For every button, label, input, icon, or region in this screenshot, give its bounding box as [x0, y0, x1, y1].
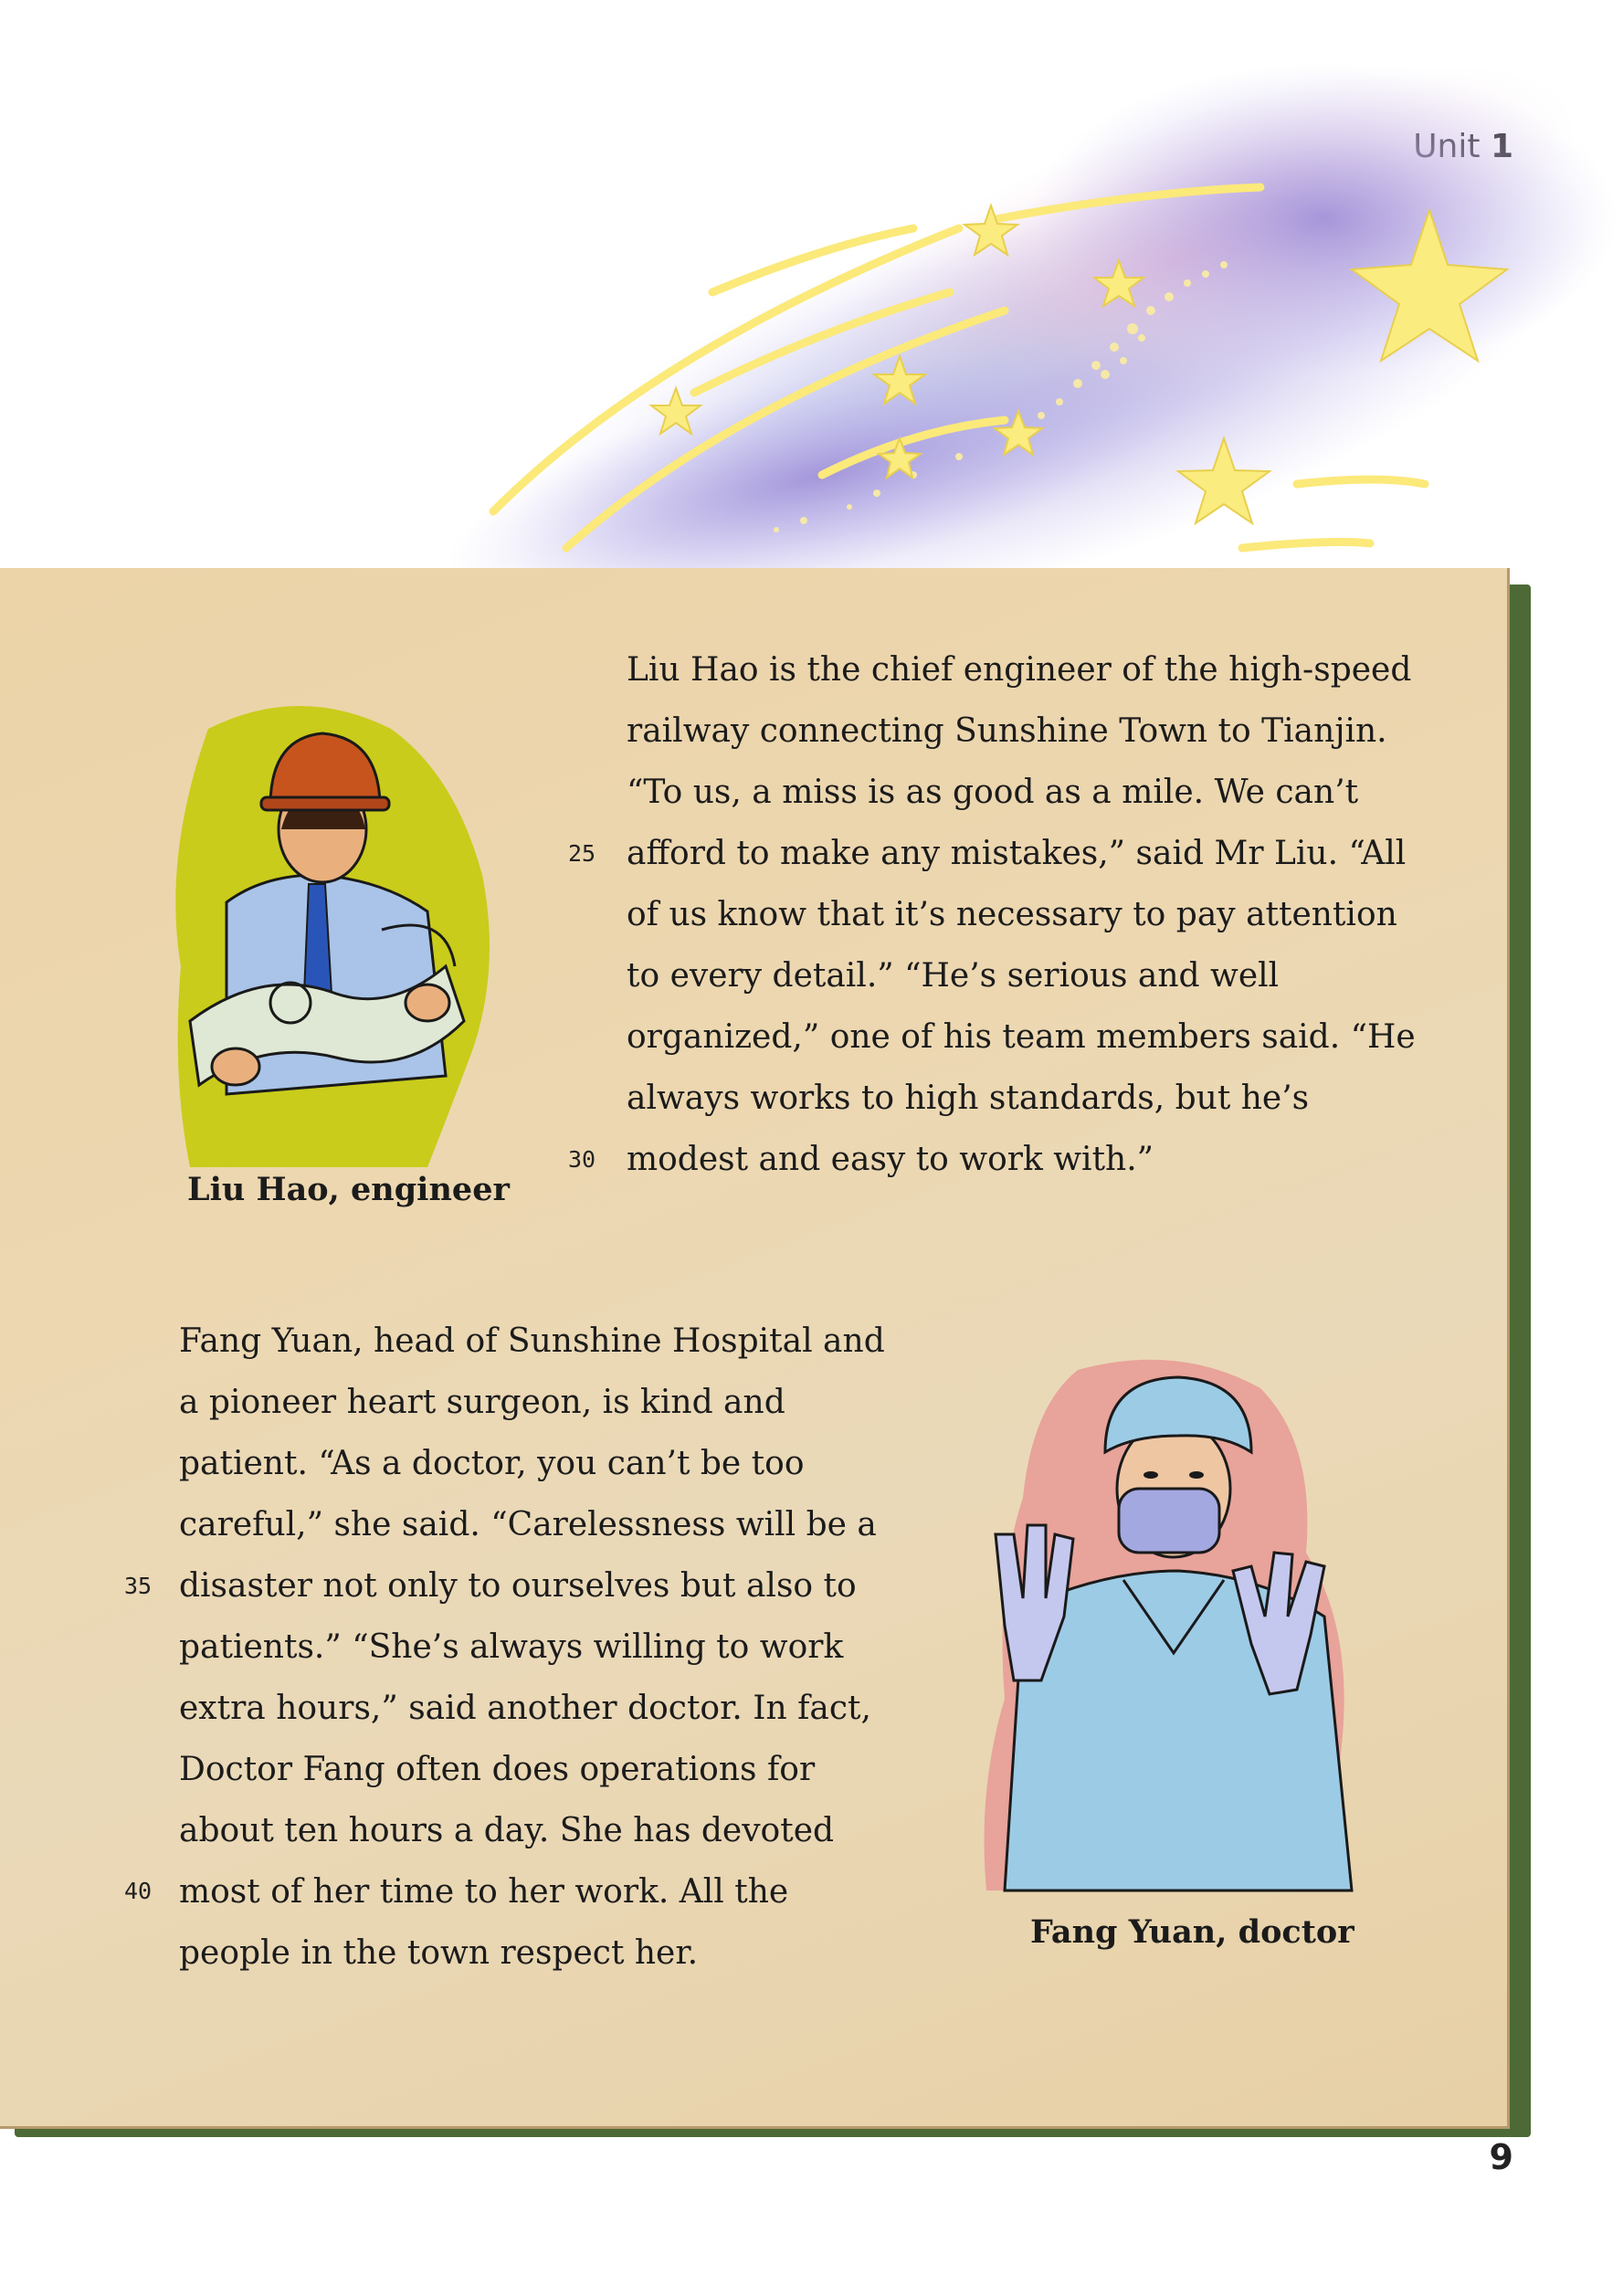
paragraph-line: about ten hours a day. She has devoted [179, 1812, 835, 1849]
paragraph-line: to every detail.” “He’s serious and well [627, 957, 1280, 995]
paragraph-line: patients.” “She’s always willing to work [179, 1628, 844, 1666]
page-number: 9 [1489, 2137, 1513, 2177]
line-number-25: 25 [568, 840, 596, 867]
paragraph-line: Fang Yuan, head of Sunshine Hospital and [179, 1322, 885, 1360]
paragraph-line: most of her time to her work. All the [179, 1873, 789, 1911]
line-number-30: 30 [568, 1146, 596, 1173]
line-number-40: 40 [124, 1878, 153, 1904]
shooting-stars-illustration [0, 0, 1623, 639]
engineer-paragraph [627, 639, 1416, 1190]
paragraph-line: extra hours,” said another doctor. In fact, [179, 1690, 871, 1727]
paragraph-line: always works to high standards, but he’s [627, 1080, 1310, 1117]
engineer-with-blueprint-illustration [153, 692, 537, 1176]
paragraph-line: “To us, a miss is as good as a mile. We can’t [627, 774, 1359, 811]
paragraph-line: Doctor Fang often does operations for [179, 1751, 816, 1788]
line-number-35: 35 [124, 1573, 153, 1599]
engineer-caption: Liu Hao, engineer [187, 1171, 510, 1208]
paragraph-line: of us know that it’s necessary to pay attention [627, 896, 1397, 933]
doctor-paragraph [179, 1311, 885, 1984]
paragraph-line: organized,” one of his team members said. “He [627, 1018, 1416, 1056]
paragraph-line: disaster not only to ourselves but also to [179, 1567, 857, 1605]
paragraph-line: railway connecting Sunshine Town to Tianjin. [627, 712, 1387, 750]
doctor-caption: Fang Yuan, doctor [1030, 1913, 1354, 1951]
paragraph-line: a pioneer heart surgeon, is kind and [179, 1384, 785, 1421]
paragraph-line: people in the town respect her. [179, 1934, 699, 1972]
paragraph-line: modest and easy to work with.” [627, 1141, 1154, 1178]
paragraph-line: afford to make any mistakes,” said Mr Liu. “All [627, 835, 1407, 872]
paragraph-line: Liu Hao is the chief engineer of the high-speed [627, 651, 1412, 689]
paragraph-line: careful,” she said. “Carelessness will be a [179, 1506, 877, 1543]
surgeon-illustration [968, 1352, 1379, 1900]
paragraph-line: patient. “As a doctor, you can’t be too [179, 1445, 805, 1482]
